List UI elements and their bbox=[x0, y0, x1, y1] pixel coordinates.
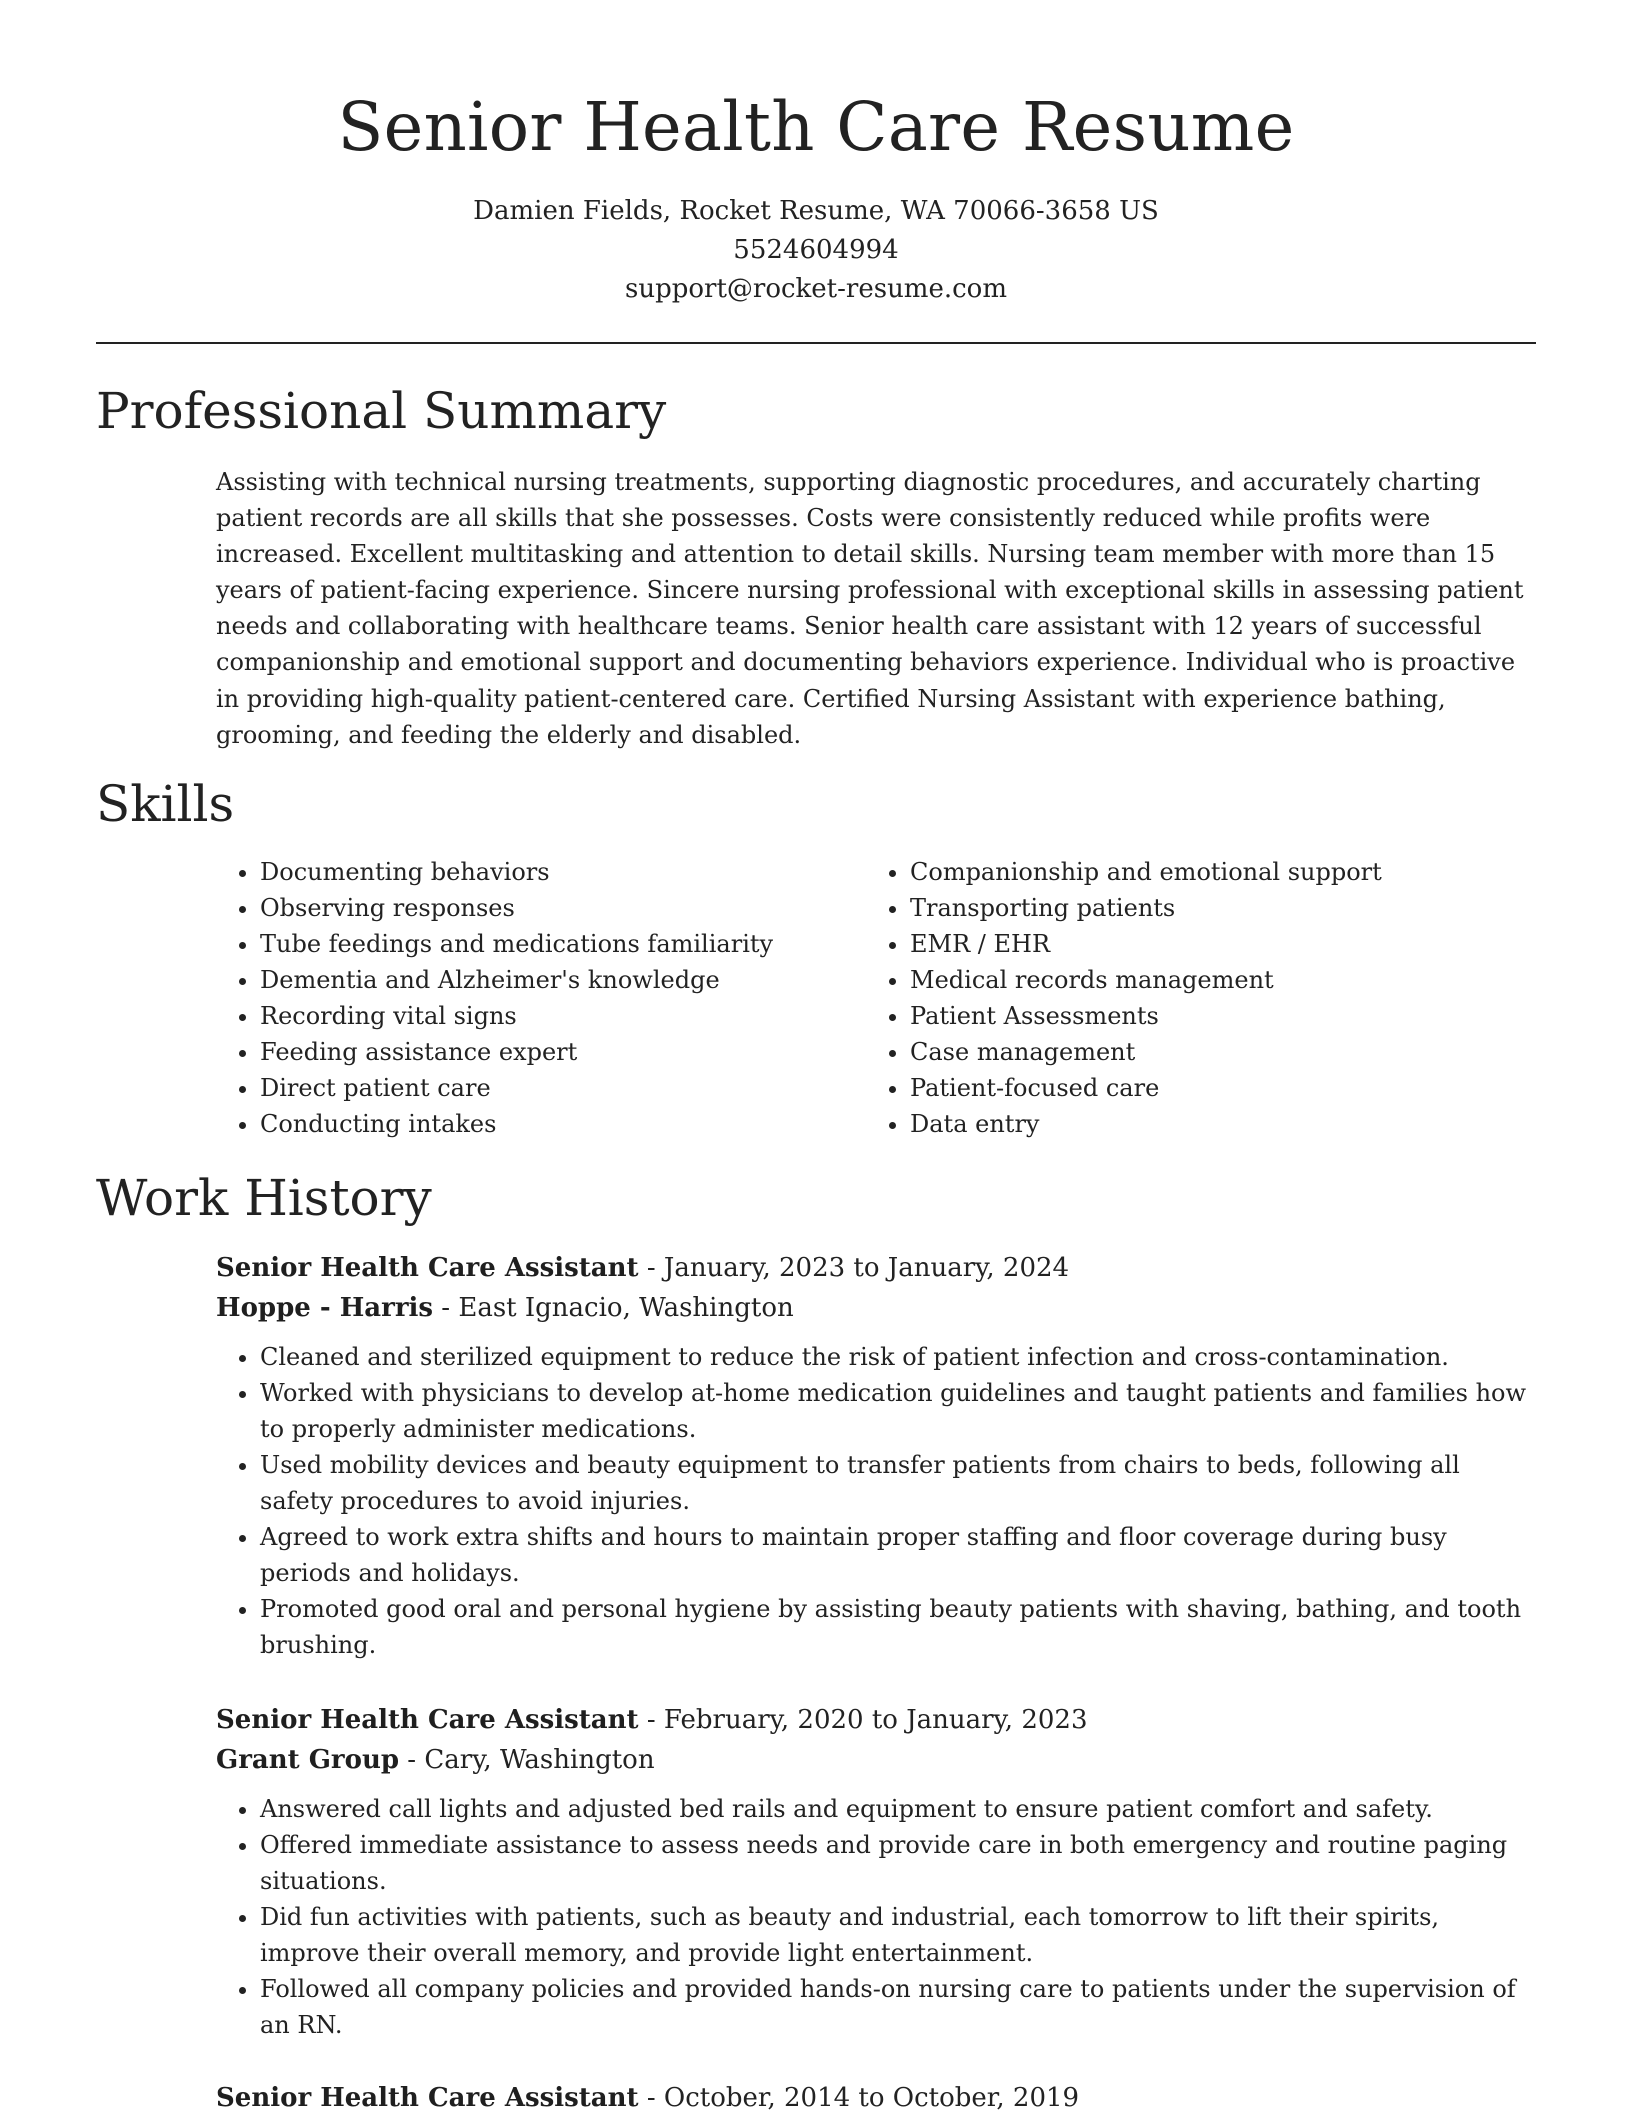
skill-item: • Transporting patients bbox=[910, 890, 1382, 926]
job-duty-item: • Followed all company policies and provided hands-on nursing care to patients under the supervision of an RN. bbox=[260, 1971, 1536, 2043]
skill-item: • Case management bbox=[910, 1034, 1382, 1070]
job-dates: October, 2014 to October, 2019 bbox=[663, 2083, 1080, 2113]
job-entry bbox=[216, 2078, 1536, 2118]
resume-title: Senior Health Care Resume bbox=[337, 88, 1295, 166]
skill-item: • Data entry bbox=[910, 1106, 1382, 1142]
job-title: Senior Health Care Assistant bbox=[216, 2083, 639, 2113]
contact-phone: 5524604994 bbox=[733, 235, 899, 265]
skill-item: • Direct patient care bbox=[260, 1070, 773, 1106]
job-duty-item: • Offered immediate assistance to assess needs and provide care in both emergency and routine paging situations. bbox=[260, 1827, 1536, 1899]
skills-list-left bbox=[216, 854, 773, 1142]
job-duties bbox=[216, 1339, 1536, 1663]
job-title: Senior Health Care Assistant bbox=[216, 1253, 639, 1283]
skill-item: • Tube feedings and medications familiarity bbox=[260, 926, 773, 962]
contact-email: support@rocket-resume.com bbox=[624, 274, 1007, 304]
job-duties bbox=[216, 1791, 1536, 2043]
summary-text: Assisting with technical nursing treatments, supporting diagnostic procedures, and accurately charting patient records are all skills that she possesses. Costs were consistently reduced while profits were increased. Excellent multitasking and attention to detail skills. Nursing team member with more than 15 years of patient-facing experience. Sincere nursing professional with exceptional skills in assessing patient needs and collaborating with healthcare teams. Senior health care assistant with 12 years of successful companionship and emotional support and documenting behaviors experience. Individual who is proactive in providing high-quality patient-centered care. Certified Nursing Assistant with experience bathing, grooming, and feeding the elderly and disabled. bbox=[216, 468, 1524, 749]
job-company: Grant Group bbox=[216, 1745, 400, 1775]
job-duty-item: • Answered call lights and adjusted bed rails and equipment to ensure patient comfort and safety. bbox=[260, 1791, 1536, 1827]
skill-item: • Patient-focused care bbox=[910, 1070, 1382, 1106]
separator: - bbox=[638, 1253, 664, 1283]
skill-item: • Feeding assistance expert bbox=[260, 1034, 773, 1070]
skills-heading: Skills bbox=[96, 775, 235, 833]
job-duty-item: • Did fun activities with patients, such as beauty and industrial, each tomorrow to lift their spirits, improve their overall memory, and provide light entertainment. bbox=[260, 1899, 1536, 1971]
skill-item: • Companionship and emotional support bbox=[910, 854, 1382, 890]
job-title: Senior Health Care Assistant bbox=[216, 1705, 639, 1735]
job-company-line bbox=[216, 1740, 1536, 1780]
job-duty-item: • Used mobility devices and beauty equipment to transfer patients from chairs to beds, following all safety procedures to avoid injuries. bbox=[260, 1447, 1536, 1519]
header-divider bbox=[96, 342, 1536, 344]
job-duty-item: • Cleaned and sterilized equipment to reduce the risk of patient infection and cross-contamination. bbox=[260, 1339, 1536, 1375]
job-entry bbox=[216, 1700, 1536, 2043]
job-title-line bbox=[216, 2078, 1536, 2118]
job-title-line bbox=[216, 1700, 1536, 1740]
skill-item: • Dementia and Alzheimer's knowledge bbox=[260, 962, 773, 998]
skill-item: • Medical records management bbox=[910, 962, 1382, 998]
job-entry bbox=[216, 1248, 1536, 1663]
job-title-line bbox=[216, 1248, 1536, 1288]
skill-item: • Recording vital signs bbox=[260, 998, 773, 1034]
job-location: East Ignacio, Washington bbox=[458, 1293, 794, 1323]
job-location: Cary, Washington bbox=[424, 1745, 655, 1775]
skill-item: • Documenting behaviors bbox=[260, 854, 773, 890]
contact-address: Damien Fields, Rocket Resume, WA 70066-3658 US bbox=[473, 196, 1159, 226]
job-duty-item: • Promoted good oral and personal hygiene by assisting beauty patients with shaving, bathing, and tooth brushing. bbox=[260, 1591, 1536, 1663]
contact-block bbox=[0, 192, 1632, 309]
job-duty-item: • Worked with physicians to develop at-home medication guidelines and taught patients and families how to properly administer medications. bbox=[260, 1375, 1536, 1447]
skill-item: • Patient Assessments bbox=[910, 998, 1382, 1034]
job-company-line bbox=[216, 1288, 1536, 1328]
job-dates: January, 2023 to January, 2024 bbox=[663, 1253, 1070, 1283]
summary-heading: Professional Summary bbox=[96, 382, 667, 440]
skill-item: • Conducting intakes bbox=[260, 1106, 773, 1142]
skill-item: • Observing responses bbox=[260, 890, 773, 926]
separator: - bbox=[638, 1705, 664, 1735]
job-company: Hoppe - Harris bbox=[216, 1293, 434, 1323]
skill-item: • EMR / EHR bbox=[910, 926, 1382, 962]
separator: - bbox=[399, 1745, 425, 1775]
skills-list-right bbox=[866, 854, 1382, 1142]
separator: - bbox=[638, 2083, 664, 2113]
job-dates: February, 2020 to January, 2023 bbox=[663, 1705, 1088, 1735]
job-duty-item: • Agreed to work extra shifts and hours to maintain proper staffing and floor coverage during busy periods and holidays. bbox=[260, 1519, 1536, 1591]
separator: - bbox=[433, 1293, 459, 1323]
work-history-heading: Work History bbox=[96, 1169, 432, 1227]
